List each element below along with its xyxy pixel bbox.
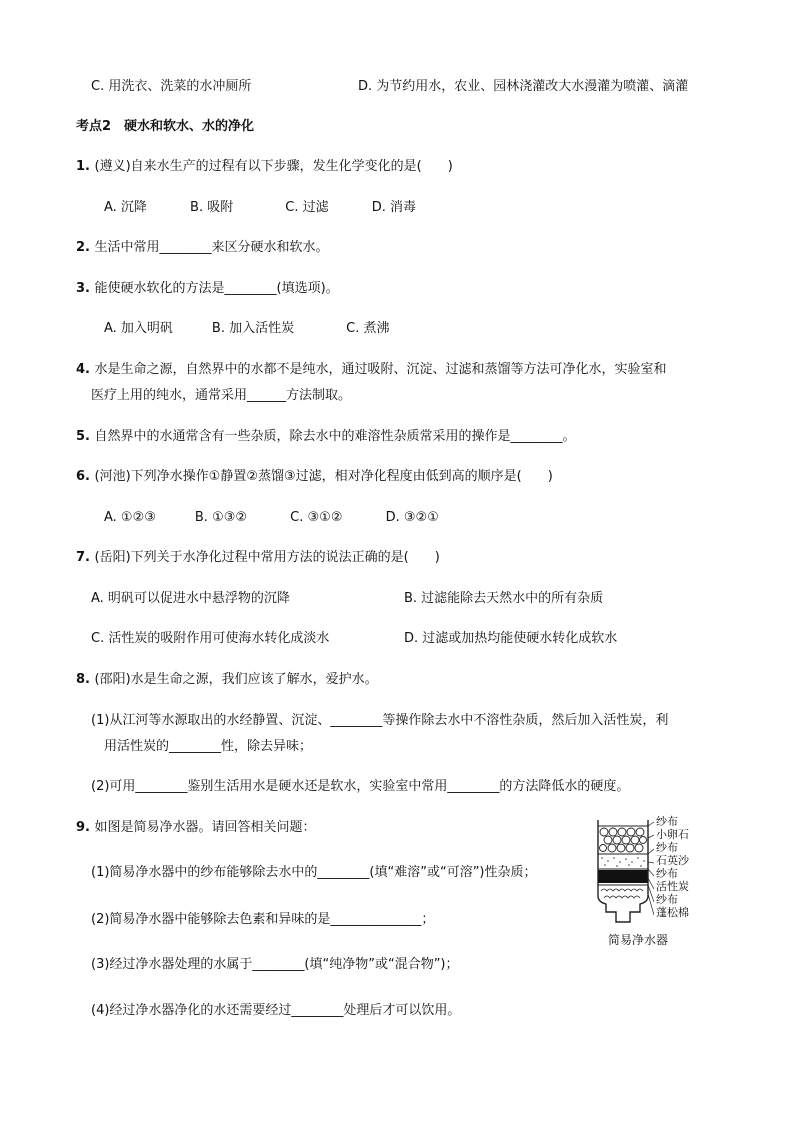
line-q5: [76, 428, 576, 446]
filter-layer-label: 纱布: [656, 815, 678, 828]
line-q8-1a: [91, 712, 668, 730]
line-q6-opts: [104, 509, 439, 527]
line-q9-3: [91, 956, 459, 974]
line-text: (邵阳)水是生命之源，我们应该了解水，爱护水。: [94, 672, 378, 687]
line-q9: [76, 819, 316, 837]
question-number: 6.: [76, 469, 95, 484]
line-text: 考点2 硬水和软水、水的净化: [76, 119, 255, 134]
question-number: 1.: [76, 159, 95, 174]
line-d-opt: [358, 78, 688, 96]
line-text: A. ①②③ B. ①③② C. ③①② D. ③②①: [104, 510, 439, 525]
question-number: 5.: [76, 429, 95, 444]
question-number: 4.: [76, 362, 95, 377]
line-text: (2)简易净水器中能够除去色素和异味的是______________；: [91, 912, 435, 927]
line-text: (岳阳)下列关于水净化过程中常用方法的说法正确的是( ): [94, 550, 440, 565]
line-text: 水是生命之源，自然界中的水都不是纯水，通过吸附、沉淀、过滤和蒸馏等方法可净化水，实验室和: [94, 362, 667, 377]
line-text: B. 过滤能除去天然水中的所有杂质: [404, 591, 604, 606]
line-q2: [76, 239, 329, 257]
line-q1-opts: [104, 199, 416, 217]
line-text: A. 沉降 B. 吸附 C. 过滤 D. 消毒: [104, 200, 416, 215]
line-text: 能使硬水软化的方法是________(填选项)。: [94, 281, 339, 296]
line-text: 自然界中的水通常含有一些杂质，除去水中的难溶性杂质常采用的操作是________。: [94, 429, 576, 444]
line-text: (2)可用________鉴别生活用水是硬水还是软水，实验室中常用________的方法降低水的硬度。: [91, 779, 630, 794]
question-number: 8.: [76, 672, 95, 687]
line-text: 如图是简易净水器。请回答相关问题：: [94, 820, 316, 835]
line-text: 生活中常用________来区分硬水和软水。: [94, 240, 329, 255]
line-text: C. 用洗衣、洗菜的水冲厕所: [91, 79, 252, 94]
line-q8: [76, 671, 378, 689]
line-text: C. 活性炭的吸附作用可使海水转化成淡水: [91, 631, 330, 646]
line-text: (河池)下列净水操作①静置②蒸馏③过滤，相对净化程度由低到高的顺序是( ): [94, 469, 553, 484]
line-text: (3)经过净水器处理的水属于________(填“纯净物”或“混合物”)；: [91, 957, 459, 972]
line-q6: [76, 468, 553, 486]
line-q8-1b: [104, 738, 312, 756]
line-q3: [76, 280, 339, 298]
water-filter-diagram: [592, 818, 654, 928]
line-section: [76, 118, 254, 136]
filter-layer-label: 纱布: [656, 841, 678, 854]
line-c-opt: [91, 78, 251, 96]
line-text: D. 为节约用水，农业、园林浇灌改大水漫灌为喷灌、滴灌: [358, 79, 689, 94]
line-text: (遵义)自来水生产的过程有以下步骤，发生化学变化的是( ): [94, 159, 453, 174]
line-q1: [76, 158, 453, 176]
line-q9-1: [91, 864, 537, 882]
line-q8-2: [91, 778, 629, 796]
line-q7-b: [404, 590, 603, 608]
filter-layer-label: 蓬松棉: [656, 906, 689, 919]
question-number: 2.: [76, 240, 95, 255]
line-q7-d: [404, 630, 617, 648]
line-q9-2: [91, 911, 434, 929]
line-q7-a: [91, 590, 290, 608]
filter-layer-label: 活性炭: [656, 880, 689, 893]
water-filter-figure: [590, 815, 770, 958]
filter-layer-label: 石英沙: [656, 854, 689, 867]
line-text: A. 明矾可以促进水中悬浮物的沉降: [91, 591, 290, 606]
filter-layer-label: 小卵石: [656, 828, 689, 841]
question-number: 9.: [76, 820, 95, 835]
line-text: 用活性炭的________性，除去异味；: [104, 739, 313, 754]
line-text: (1)简易净水器中的纱布能够除去水中的________(填“难溶”或“可溶”)性杂质；: [91, 865, 537, 880]
line-text: D. 过滤或加热均能使硬水转化成软水: [404, 631, 618, 646]
line-q7: [76, 549, 440, 567]
line-q4b: [91, 387, 351, 405]
line-text: (4)经过净水器净化的水还需要经过________处理后才可以饮用。: [91, 1003, 461, 1018]
line-q4a: [76, 361, 667, 379]
filter-layer-label: 纱布: [656, 893, 678, 906]
line-q3-opts: [104, 320, 389, 338]
question-number: 7.: [76, 550, 95, 565]
line-q7-c: [91, 630, 329, 648]
filter-layer-label: 纱布: [656, 867, 678, 880]
question-number: 3.: [76, 281, 95, 296]
line-text: A. 加入明矾 B. 加入活性炭 C. 煮沸: [104, 321, 390, 336]
figure-caption: 简易净水器: [608, 933, 669, 947]
line-text: 医疗上用的纯水，通常采用______方法制取。: [91, 388, 352, 403]
line-text: (1)从江河等水源取出的水经静置、沉淀、________等操作除去水中不溶性杂质，然后加入活性炭，利: [91, 713, 669, 728]
line-q9-4: [91, 1002, 460, 1020]
